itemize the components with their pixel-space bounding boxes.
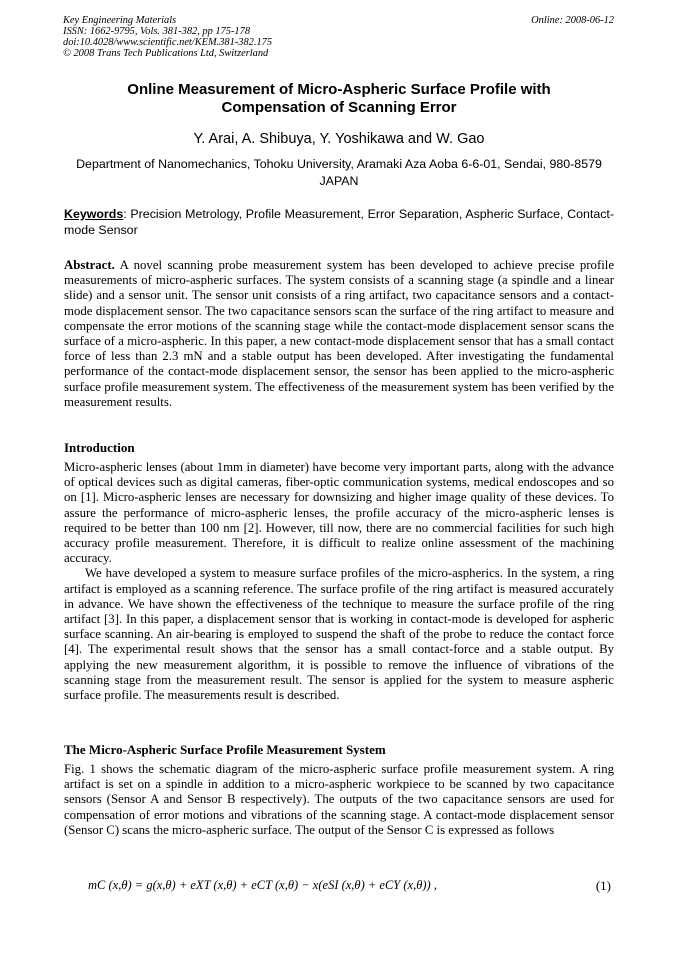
online-date: Online: 2008-06-12 [531, 15, 614, 26]
introduction-paragraph-2: We have developed a system to measure surface profiles of the micro-aspherics. In the system, a ring artifact is employed as a scanning reference. The surface profile of the ring artifact is measured accurately in advance. We have shown the effectiveness of the technique to measure the surface profile of the ring artifact [3]. In this paper, a displacement sensor that is working in contact-mode is developed for aspheric surface scanning. An air-bearing is employed to suspend the shaft of the probe to reduce the contact force [4]. The experimental result shows that the sensor has a small contact-force and a stable output. By applying the new measurement algorithm, it is possible to remove the influence of vibrations of the scanning stage from the measurement result. The sensor is applied for the system to measure aspheric surface profile. The measurements result is described. [64, 566, 614, 703]
affiliation-line-2: JAPAN [319, 174, 359, 188]
title-line-2: Compensation of Scanning Error [221, 99, 457, 116]
system-paragraph-1: Fig. 1 shows the schematic diagram of the micro-aspheric surface profile measurement system. A ring artifact is set on a spindle in addition to a micro-aspheric workpiece to be scanned by two capacitance sensors (Sensor A and Sensor B respectively). The outputs of the two capacitance sensors are used for compensation of error motions and vibrations of the scanning stage. A contact-mode displacement sensor (Sensor C) scans the micro-aspheric surface. The output of the Sensor C is expressed as follows [64, 762, 614, 837]
journal-name: Key Engineering Materials [63, 15, 177, 26]
equation-1: mC (x,θ) = g(x,θ) + eXT (x,θ) + eCT (x,θ) − x(eSI (x,θ) + eCY (x,θ)) , [88, 878, 437, 892]
issn-line: ISSN: 1662-9795, Vols. 381-382, pp 175-178 [63, 26, 251, 37]
title-line-1: Online Measurement of Micro-Aspheric Surface Profile with [127, 81, 551, 98]
authors: Y. Arai, A. Shibuya, Y. Yoshikawa and W. Gao [193, 131, 485, 147]
introduction-heading: Introduction [64, 440, 135, 455]
affiliation-line-1: Department of Nanomechanics, Tohoku University, Aramaki Aza Aoba 6-6-01, Sendai, 980-8579 [76, 157, 602, 171]
system-heading: The Micro-Aspheric Surface Profile Measurement System [64, 742, 386, 757]
copyright-line: © 2008 Trans Tech Publications Ltd, Switzerland [63, 48, 269, 59]
keywords-text: Precision Metrology, Profile Measurement, Error Separation, Aspheric Surface, Contact-mode Sensor [64, 207, 614, 237]
system-body [64, 762, 614, 838]
keywords: Keywords: Precision Metrology, Profile Measurement, Error Separation, Aspheric Surface, Contact-mode Sensor [64, 207, 614, 237]
equation-number: (1) [595, 878, 611, 893]
paper-title [64, 81, 614, 117]
abstract-text: A novel scanning probe measurement system has been developed to achieve precise profile measurements of micro-aspheric surfaces. The system consists of a scanning stage (a spindle and a linear slide) and a sensor unit. The sensor unit consists of a ring artifact, two capacitance sensors and a contact-mode displacement sensor. The two capacitance sensors scan the surface of the ring artifact to measure and compensate the error motions of the scanning stage while the contact-mode displacement sensor scans the surface of a micro-aspheric. In this paper, a new contact-mode displacement sensor that has a small contact force of less than 2.3 mN and a stable output has been developed. After investigating the fundamental performance of the contact-mode displacement sensor, the sensor has been applied to the micro-aspheric surface profile measurement system. The effectiveness of the measurement system has been verified by the measurement results. [64, 258, 614, 409]
journal-header [63, 15, 272, 59]
affiliation [64, 156, 614, 190]
doi-line[interactable]: doi:10.4028/www.scientific.net/KEM.381-382.175 [63, 37, 273, 48]
abstract [64, 258, 614, 410]
introduction-paragraph-1: Micro-aspheric lenses (about 1mm in diameter) have become very important parts, along with the advance of optical devices such as digital cameras, fiber-optic communication systems, medical endoscopes and so on [1]. Micro-aspheric lenses are necessary for downsizing and higher image quality of these devices. To assure the performance of micro-aspheric lenses, the profile accuracy of the micro-aspheric lenses is required to be better than 100 nm [2]. However, till now, there are no commercial facilities for such high accuracy profile measurement. Therefore, it is difficult to realize online assessment of the machining accuracy. [64, 460, 614, 566]
keywords-label: Keywords [64, 207, 124, 221]
introduction-body [64, 460, 614, 703]
abstract-label: Abstract. [64, 258, 115, 272]
